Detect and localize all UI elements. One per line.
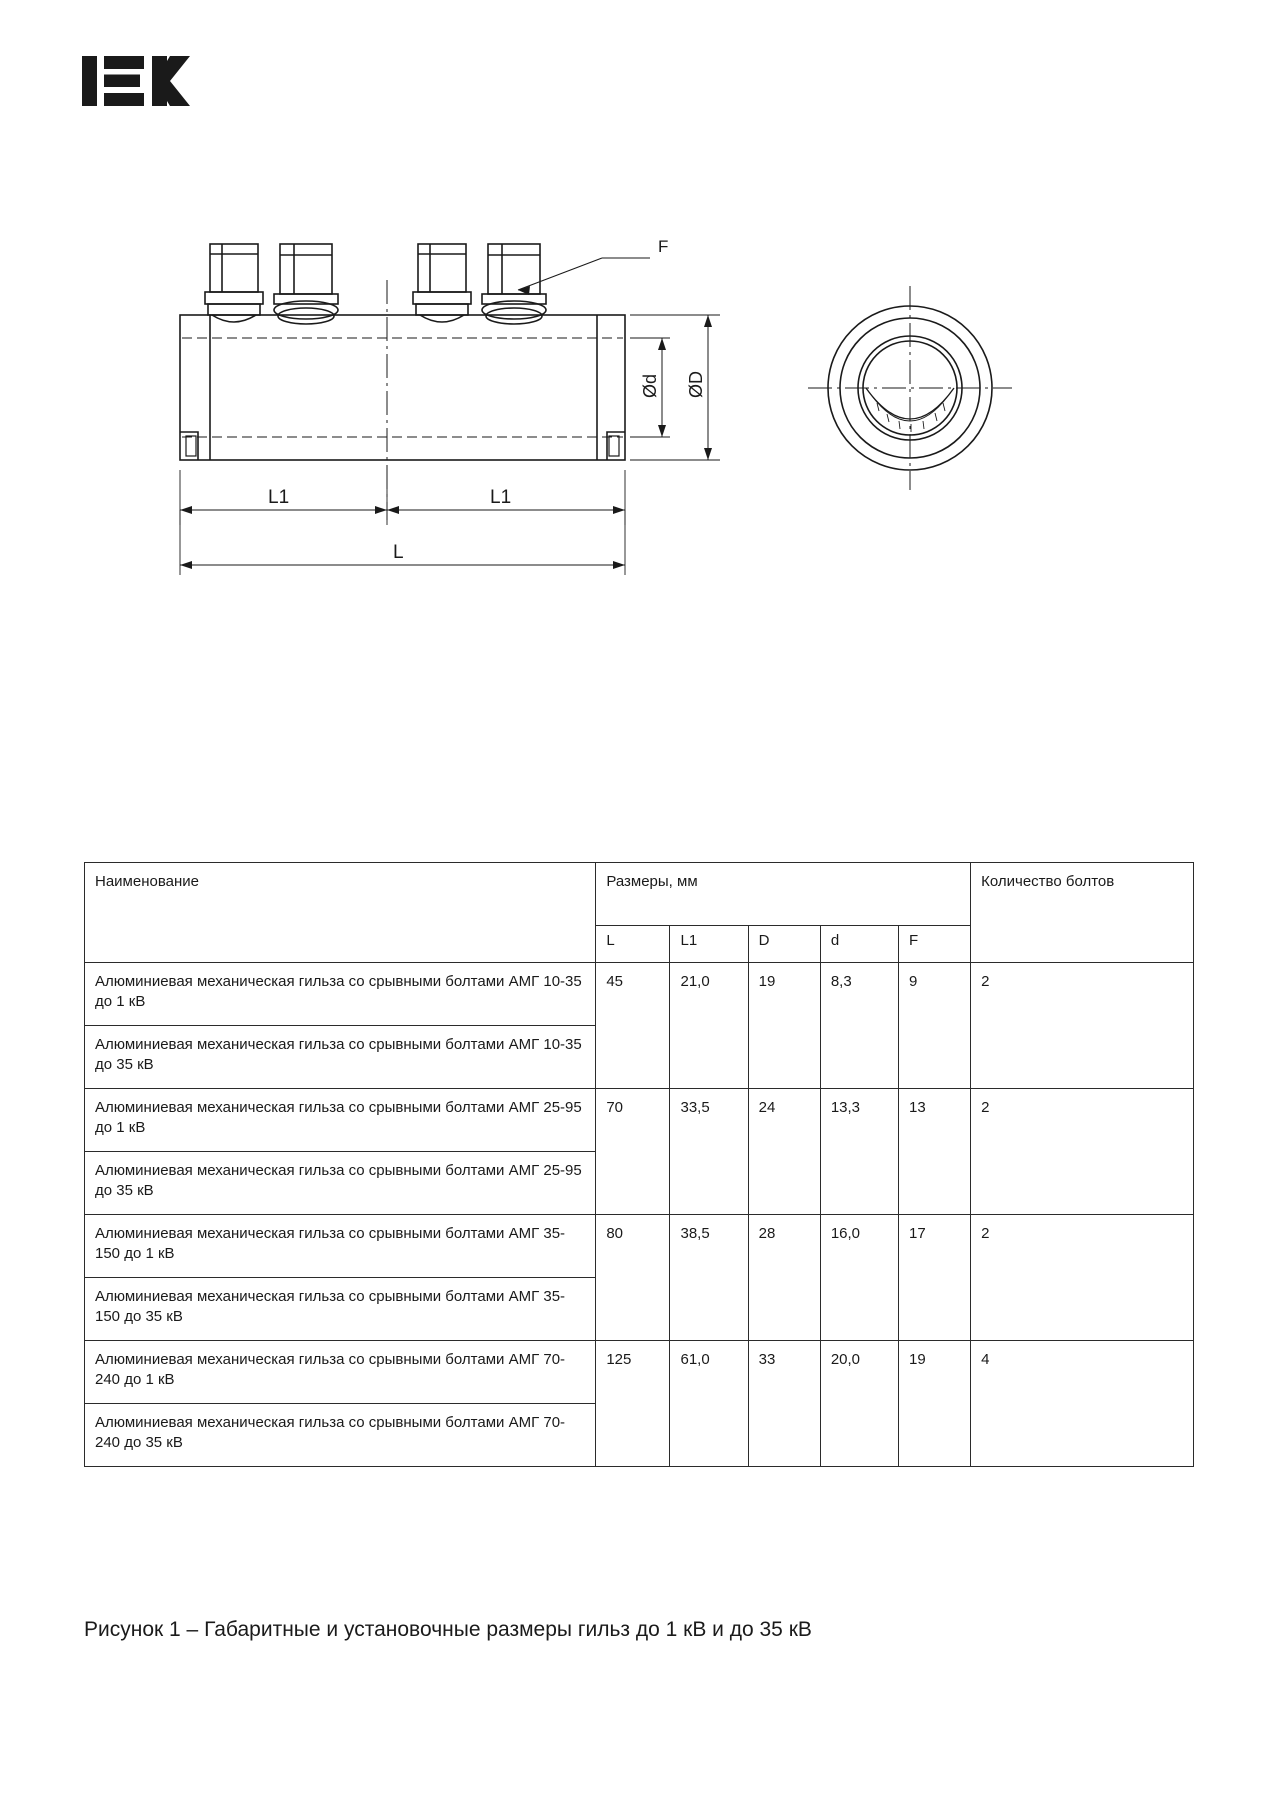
cell-L: 70 bbox=[596, 1089, 670, 1215]
cell-name: Алюминиевая механическая гильза со срывными болтами АМГ 25-95 до 35 кВ bbox=[85, 1152, 596, 1215]
header-d: d bbox=[820, 926, 898, 963]
header-F: F bbox=[899, 926, 971, 963]
cell-name: Алюминиевая механическая гильза со срывными болтами АМГ 35-150 до 35 кВ bbox=[85, 1278, 596, 1341]
figure-label-L1-left: L1 bbox=[268, 487, 290, 508]
cell-name: Алюминиевая механическая гильза со срывными болтами АМГ 10-35 до 1 кВ bbox=[85, 963, 596, 1026]
cell-D: 33 bbox=[748, 1341, 820, 1467]
header-L1: L1 bbox=[670, 926, 748, 963]
table-row bbox=[85, 1089, 1194, 1152]
figure-label-D: ØD bbox=[686, 371, 706, 398]
figure-label-L: L bbox=[393, 542, 404, 563]
table-row bbox=[85, 1341, 1194, 1404]
cell-D: 28 bbox=[748, 1215, 820, 1341]
header-L: L bbox=[596, 926, 670, 963]
cell-bolts: 2 bbox=[971, 963, 1194, 1089]
cell-d: 20,0 bbox=[820, 1341, 898, 1467]
table-row bbox=[85, 963, 1194, 1026]
cell-L1: 61,0 bbox=[670, 1341, 748, 1467]
cell-L1: 21,0 bbox=[670, 963, 748, 1089]
specifications-table bbox=[84, 862, 1194, 1467]
cell-F: 17 bbox=[899, 1215, 971, 1341]
figure-label-L1-right: L1 bbox=[490, 487, 512, 508]
table-row bbox=[85, 1215, 1194, 1278]
technical-drawing bbox=[150, 220, 1150, 620]
header-name: Наименование bbox=[85, 863, 596, 963]
figure-label-d: Ød bbox=[640, 373, 660, 398]
cell-D: 24 bbox=[748, 1089, 820, 1215]
figure-label-F: F bbox=[658, 237, 669, 256]
cell-F: 13 bbox=[899, 1089, 971, 1215]
header-D: D bbox=[748, 926, 820, 963]
header-bolts: Количество болтов bbox=[971, 863, 1194, 963]
cell-name: Алюминиевая механическая гильза со срывными болтами АМГ 35-150 до 1 кВ bbox=[85, 1215, 596, 1278]
table-header-row-primary bbox=[85, 863, 1194, 926]
cell-d: 8,3 bbox=[820, 963, 898, 1089]
cell-L1: 33,5 bbox=[670, 1089, 748, 1215]
cell-bolts: 4 bbox=[971, 1341, 1194, 1467]
cell-L: 45 bbox=[596, 963, 670, 1089]
header-dimensions-group: Размеры, мм bbox=[596, 863, 971, 926]
cell-F: 9 bbox=[899, 963, 971, 1089]
cell-bolts: 2 bbox=[971, 1215, 1194, 1341]
cell-F: 19 bbox=[899, 1341, 971, 1467]
iek-logo bbox=[82, 52, 207, 110]
iek-logo-icon bbox=[82, 52, 207, 110]
figure-caption: Рисунок 1 – Габаритные и установочные размеры гильз до 1 кВ и до 35 кВ bbox=[84, 1618, 812, 1641]
cell-name: Алюминиевая механическая гильза со срывными болтами АМГ 25-95 до 1 кВ bbox=[85, 1089, 596, 1152]
cell-L: 80 bbox=[596, 1215, 670, 1341]
cell-name: Алюминиевая механическая гильза со срывными болтами АМГ 70-240 до 1 кВ bbox=[85, 1341, 596, 1404]
cell-name: Алюминиевая механическая гильза со срывными болтами АМГ 10-35 до 35 кВ bbox=[85, 1026, 596, 1089]
cell-bolts: 2 bbox=[971, 1089, 1194, 1215]
cell-L1: 38,5 bbox=[670, 1215, 748, 1341]
cell-D: 19 bbox=[748, 963, 820, 1089]
cell-name: Алюминиевая механическая гильза со срывными болтами АМГ 70-240 до 35 кВ bbox=[85, 1404, 596, 1467]
cell-d: 13,3 bbox=[820, 1089, 898, 1215]
cell-d: 16,0 bbox=[820, 1215, 898, 1341]
cell-L: 125 bbox=[596, 1341, 670, 1467]
